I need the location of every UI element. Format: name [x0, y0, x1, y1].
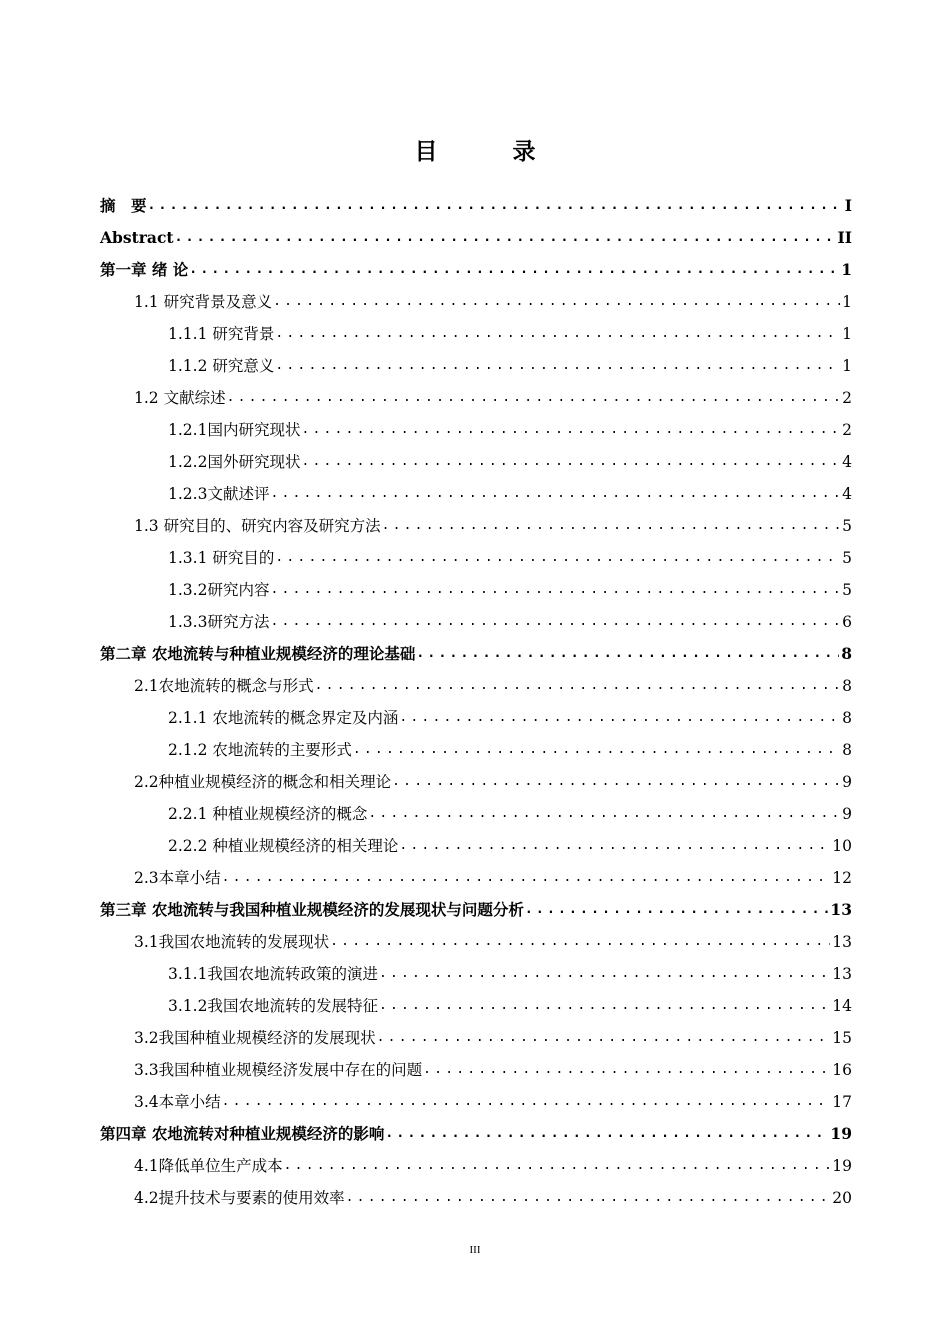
toc-entry[interactable] [100, 670, 852, 702]
toc-entry-text: 1.2 文献综述 [134, 389, 226, 407]
toc-entry-page: 2 [842, 421, 852, 439]
toc-entry[interactable] [100, 1150, 852, 1182]
toc-entry[interactable] [100, 926, 852, 958]
toc-entry-text: 3.1.1我国农地流转政策的演进 [168, 965, 378, 983]
toc-entry[interactable] [100, 1086, 852, 1118]
toc-entry-page: 13 [830, 900, 852, 919]
toc-entry-text: 1.1 研究背景及意义 [134, 293, 273, 311]
toc-entry[interactable] [100, 318, 852, 350]
toc-entry[interactable] [100, 1054, 852, 1086]
toc-entry-text: 2.1.1 农地流转的概念界定及内涵 [168, 709, 399, 727]
toc-leader-dots [270, 612, 840, 632]
toc-leader-dots [353, 740, 840, 760]
toc-entry-page: 1 [842, 325, 852, 343]
toc-entry-text: 2.3本章小结 [134, 869, 221, 887]
toc-entry-page: 17 [832, 1093, 852, 1111]
toc-entry-page: 5 [842, 517, 852, 535]
toc-entry-page: 6 [842, 613, 852, 631]
toc-entry-page: I [844, 196, 852, 215]
toc-entry-page: 14 [832, 997, 852, 1015]
toc-entry-page: 5 [842, 581, 852, 599]
toc-entry-text: Abstract [100, 228, 174, 247]
toc-entry-page: 13 [832, 965, 852, 983]
toc-leader-dots [175, 228, 836, 248]
toc-leader-dots [270, 580, 840, 600]
toc-entry[interactable] [100, 446, 852, 478]
toc-entry-page: 8 [842, 709, 852, 727]
toc-leader-dots [382, 516, 840, 536]
toc-entry-text: 2.1农地流转的概念与形式 [134, 677, 314, 695]
toc-entry[interactable] [100, 478, 852, 510]
toc-entry-text: 2.2.2 种植业规模经济的相关理论 [168, 837, 399, 855]
toc-entry[interactable] [100, 542, 852, 574]
toc-entry-text: 1.1.2 研究意义 [168, 357, 275, 375]
toc-leader-dots [270, 484, 840, 504]
table-of-contents [100, 190, 852, 1214]
toc-entry[interactable] [100, 990, 852, 1022]
toc-leader-dots [392, 772, 840, 792]
toc-entry[interactable] [100, 574, 852, 606]
toc-entry[interactable] [100, 830, 852, 862]
page-number: III [469, 1244, 481, 1256]
toc-entry-text: 2.2.1 种植业规模经济的概念 [168, 805, 368, 823]
toc-entry-text: 2.1.2 农地流转的主要形式 [168, 741, 352, 759]
toc-leader-dots [273, 292, 840, 312]
toc-entry-page: 1 [841, 260, 852, 279]
toc-entry-text: 第三章 农地流转与我国种植业规模经济的发展现状与问题分析 [100, 900, 524, 919]
toc-entry[interactable] [100, 734, 852, 766]
toc-leader-dots [284, 1156, 831, 1176]
toc-entry[interactable] [100, 350, 852, 382]
toc-entry[interactable] [100, 222, 852, 254]
toc-entry[interactable] [100, 862, 852, 894]
toc-leader-dots [148, 196, 840, 216]
toc-entry-page: 9 [842, 773, 852, 791]
toc-leader-dots [222, 1092, 831, 1112]
toc-entry-text: 第二章 农地流转与种植业规模经济的理论基础 [100, 644, 416, 663]
toc-entry[interactable] [100, 510, 852, 542]
toc-leader-dots [315, 676, 840, 696]
toc-entry[interactable] [100, 606, 852, 638]
toc-entry-page: 16 [832, 1061, 852, 1079]
toc-leader-dots [275, 356, 840, 376]
toc-entry-text: 1.2.2国外研究现状 [168, 453, 301, 471]
toc-entry-page: II [837, 228, 852, 247]
toc-leader-dots [227, 388, 840, 408]
toc-entry-text: 1.2.1国内研究现状 [168, 421, 301, 439]
toc-entry[interactable] [100, 1022, 852, 1054]
toc-leader-dots [330, 932, 830, 952]
toc-leader-dots [423, 1060, 830, 1080]
toc-leader-dots [399, 836, 830, 856]
toc-leader-dots [346, 1188, 831, 1208]
toc-entry-page: 8 [842, 677, 852, 695]
toc-leader-dots [189, 260, 839, 280]
toc-entry[interactable] [100, 414, 852, 446]
toc-entry-text: 第一章 绪 论 [100, 260, 189, 279]
toc-entry-text: 1.1.1 研究背景 [168, 325, 275, 343]
toc-entry-page: 13 [832, 933, 852, 951]
toc-entry[interactable] [100, 798, 852, 830]
toc-entry-text: 3.2我国种植业规模经济的发展现状 [134, 1029, 376, 1047]
toc-entry[interactable] [100, 702, 852, 734]
toc-entry-page: 1 [842, 293, 852, 311]
toc-entry[interactable] [100, 286, 852, 318]
toc-entry-page: 9 [842, 805, 852, 823]
toc-entry[interactable] [100, 958, 852, 990]
toc-entry-text: 4.2提升技术与要素的使用效率 [134, 1189, 345, 1207]
toc-entry-page: 4 [842, 485, 852, 503]
toc-leader-dots [525, 900, 829, 920]
toc-entry-page: 2 [842, 389, 852, 407]
toc-entry-text: 1.3 研究目的、研究内容及研究方法 [134, 517, 381, 535]
toc-leader-dots [222, 868, 831, 888]
toc-entry-page: 20 [832, 1189, 852, 1207]
toc-leader-dots [301, 420, 840, 440]
toc-entry-text: 3.3我国种植业规模经济发展中存在的问题 [134, 1061, 423, 1079]
toc-leader-dots [399, 708, 840, 728]
toc-entry-text: 1.3.1 研究目的 [168, 549, 275, 567]
toc-leader-dots [275, 548, 840, 568]
toc-entry[interactable] [100, 766, 852, 798]
toc-entry[interactable] [100, 190, 852, 222]
toc-leader-dots [385, 1124, 828, 1144]
toc-leader-dots [301, 452, 840, 472]
toc-entry-text: 3.1我国农地流转的发展现状 [134, 933, 330, 951]
toc-leader-dots [275, 324, 840, 344]
toc-leader-dots [377, 1028, 831, 1048]
toc-entry-page: 15 [832, 1029, 852, 1047]
toc-leader-dots [379, 996, 830, 1016]
toc-entry-page: 8 [842, 741, 852, 759]
toc-entry-page: 19 [830, 1124, 852, 1143]
toc-title: 目 录 [414, 138, 562, 165]
toc-entry[interactable] [100, 894, 852, 926]
toc-entry[interactable] [100, 382, 852, 414]
toc-entry-text: 1.2.3文献述评 [168, 485, 270, 503]
toc-entry-text: 摘 要 [100, 196, 147, 215]
toc-entry-page: 1 [842, 357, 852, 375]
toc-entry-text: 2.2种植业规模经济的概念和相关理论 [134, 773, 392, 791]
toc-entry-page: 10 [832, 837, 852, 855]
toc-entry-text: 1.3.3研究方法 [168, 613, 270, 631]
toc-leader-dots [379, 964, 830, 984]
toc-entry-page: 4 [842, 453, 852, 471]
toc-entry-page: 5 [842, 549, 852, 567]
toc-entry-text: 3.1.2我国农地流转的发展特征 [168, 997, 378, 1015]
toc-leader-dots [416, 644, 839, 664]
toc-entry-page: 8 [841, 644, 852, 663]
toc-leader-dots [368, 804, 840, 824]
toc-entry[interactable] [100, 254, 852, 286]
toc-entry-page: 19 [832, 1157, 852, 1175]
toc-entry-page: 12 [832, 869, 852, 887]
toc-entry-text: 4.1降低单位生产成本 [134, 1157, 283, 1175]
toc-entry[interactable] [100, 638, 852, 670]
toc-entry[interactable] [100, 1182, 852, 1214]
toc-entry-text: 3.4本章小结 [134, 1093, 221, 1111]
toc-entry-text: 1.3.2研究内容 [168, 581, 270, 599]
toc-entry[interactable] [100, 1118, 852, 1150]
toc-entry-text: 第四章 农地流转对种植业规模经济的影响 [100, 1124, 385, 1143]
